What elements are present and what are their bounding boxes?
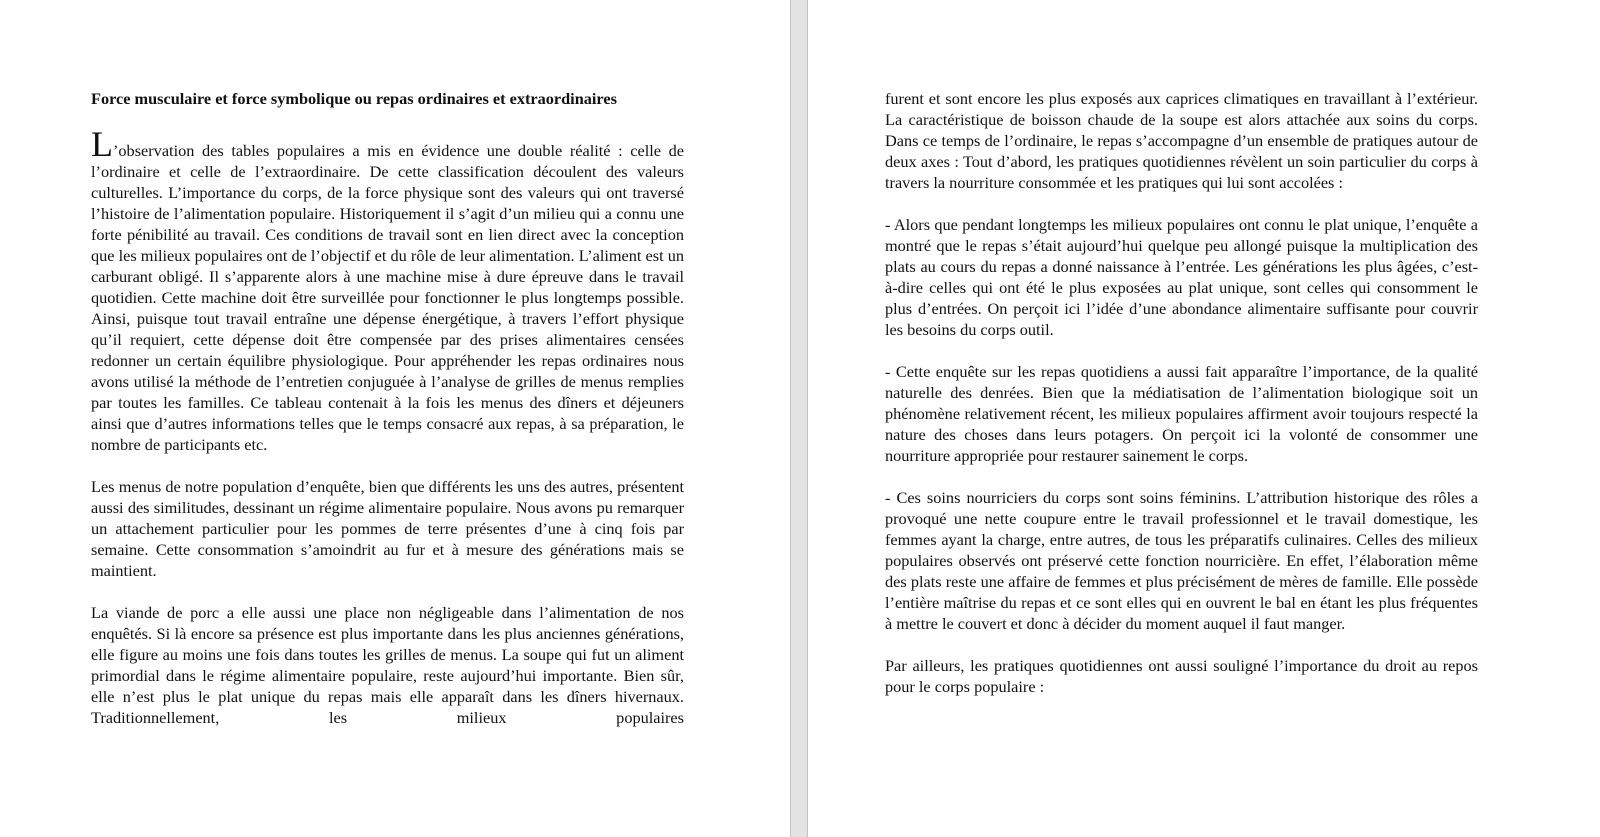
bullet-paragraph: - Ces soins nourriciers du corps sont soins féminins. L’attribution historique des rôles a provoqué une nette coupure entre le travail professionnel et le travail domestique, les femmes ayant la charge, entre autres, de tous les préparatifs culinaires. Celles des milieux populaires observés ont préservé cette fonction nourricière. En effet, l’élaboration même des plats reste une affaire de femmes et plus précisément de mères de famille. Elle possède l’entière maîtrise du repas et ce sont elles qui en ouvrent le bal en étant les plus fréquentes à mettre le couvert et donc à décider du moment auquel il faut manger. bbox=[885, 488, 1478, 633]
drop-cap: L bbox=[91, 124, 113, 164]
left-page-text-column bbox=[91, 88, 684, 749]
left-page bbox=[0, 0, 790, 837]
paragraph: Par ailleurs, les pratiques quotidiennes ont aussi souligné l’importance du droit au repos pour le corps populaire : bbox=[885, 656, 1478, 696]
bullet-paragraph: - Alors que pendant longtemps les milieux populaires ont connu le plat unique, l’enquête a montré que le repas s’était aujourd’hui quelque peu allongé puisque la multiplication des plats au cours du repas a donné naissance à l’entrée. Les générations les plus âgées, c’est-à-dire celles qui ont été le plus exposées au plat unique, sont celles qui consomment le plus d’entrées. On perçoit ici l’idée d’une abondance alimentaire suffisante pour couvrir les besoins du corps outil. bbox=[885, 215, 1478, 339]
paragraph bbox=[91, 124, 684, 455]
bullet-paragraph: - Cette enquête sur les repas quotidiens a aussi fait apparaître l’importance, de la qualité naturelle des denrées. Bien que la médiatisation de l’alimentation biologique soit un phénomène relativement récent, les milieux populaires affirment avoir toujours respecté la nature des choses dans leurs potagers. On perçoit ici la volonté de consommer une nourriture appropriée pour restaurer sainement le corps. bbox=[885, 362, 1478, 465]
paragraph-text: ’observation des tables populaires a mis en évidence une double réalité : celle de l’ordinaire et celle de l’extraordinaire. De cette classification découlent des valeurs culturelles. L’importance du corps, de la force physique sont des valeurs qui ont traversé l’histoire de l’alimentation populaire. Historiquement il s’agit d’un milieu qui a connu une forte pénibilité au travail. Ces conditions de travail sont en lien direct avec la conception que les milieux populaires ont de l’objectif et du rôle de leur alimentation. L’aliment est un carburant obligé. Il s’apparente alors à une machine mise à dure épreuve dans le travail quotidien. Cette machine doit être surveillée pour fonctionner le plus longtemps possible. Ainsi, puisque tout travail entraîne une dépense énergétique, à travers l’effort physique qu’il requiert, cette dépense doit être compensée par des prises alimentaires censées redonner un certain équilibre physiologique. Pour appréhender les repas ordinaires nous avons utilisé la méthode de l’entretien conjuguée à l’analyse de grilles de menus remplies par toutes les familles. Ce tableau contenait à la fois les menus des dîners et déjeuners ainsi que d’autres informations telles que le temps consacré aux repas, à sa préparation, le nombre de participants etc. bbox=[91, 141, 684, 454]
paragraph: Les menus de notre population d’enquête, bien que différents les uns des autres, présentent aussi des similitudes, dessinant un régime alimentaire populaire. Nous avons pu remarquer un attachement particulier pour les pommes de terre présentes d’une à cinq fois par semaine. Cette consommation s’amoindrit au fur et à mesure des générations mais se maintient. bbox=[91, 477, 684, 580]
paragraph: furent et sont encore les plus exposés aux caprices climatiques en travaillant à l’extérieur. La caractéristique de boisson chaude de la soupe est alors attachée aux soins du corps. Dans ce temps de l’ordinaire, le repas s’accompagne d’un ensemble de pratiques autour de deux axes : Tout d’abord, les pratiques quotidiennes révèlent un soin particulier du corps à travers la nourriture consommée et les pratiques qui lui sont accolées : bbox=[885, 89, 1478, 192]
section-title: Force musculaire et force symbolique ou repas ordinaires et extraordinaires bbox=[91, 89, 617, 108]
right-page-text-column bbox=[885, 88, 1478, 718]
right-page bbox=[808, 0, 1600, 837]
page-gutter-divider bbox=[790, 0, 808, 837]
paragraph: La viande de porc a elle aussi une place non négligeable dans l’alimentation de nos enquêtés. Si là encore sa présence est plus importante dans les plus anciennes générations, elle figure au moins une fois dans toutes les grilles de menus. La soupe qui fut un aliment primordial dans le régime alimentaire populaire, reste aujourd’hui importante. Bien sûr, elle n’est plus le plat unique du repas mais elle apparaît dans les dîners hivernaux. Traditionnellement, les milieux populaires bbox=[91, 603, 684, 727]
